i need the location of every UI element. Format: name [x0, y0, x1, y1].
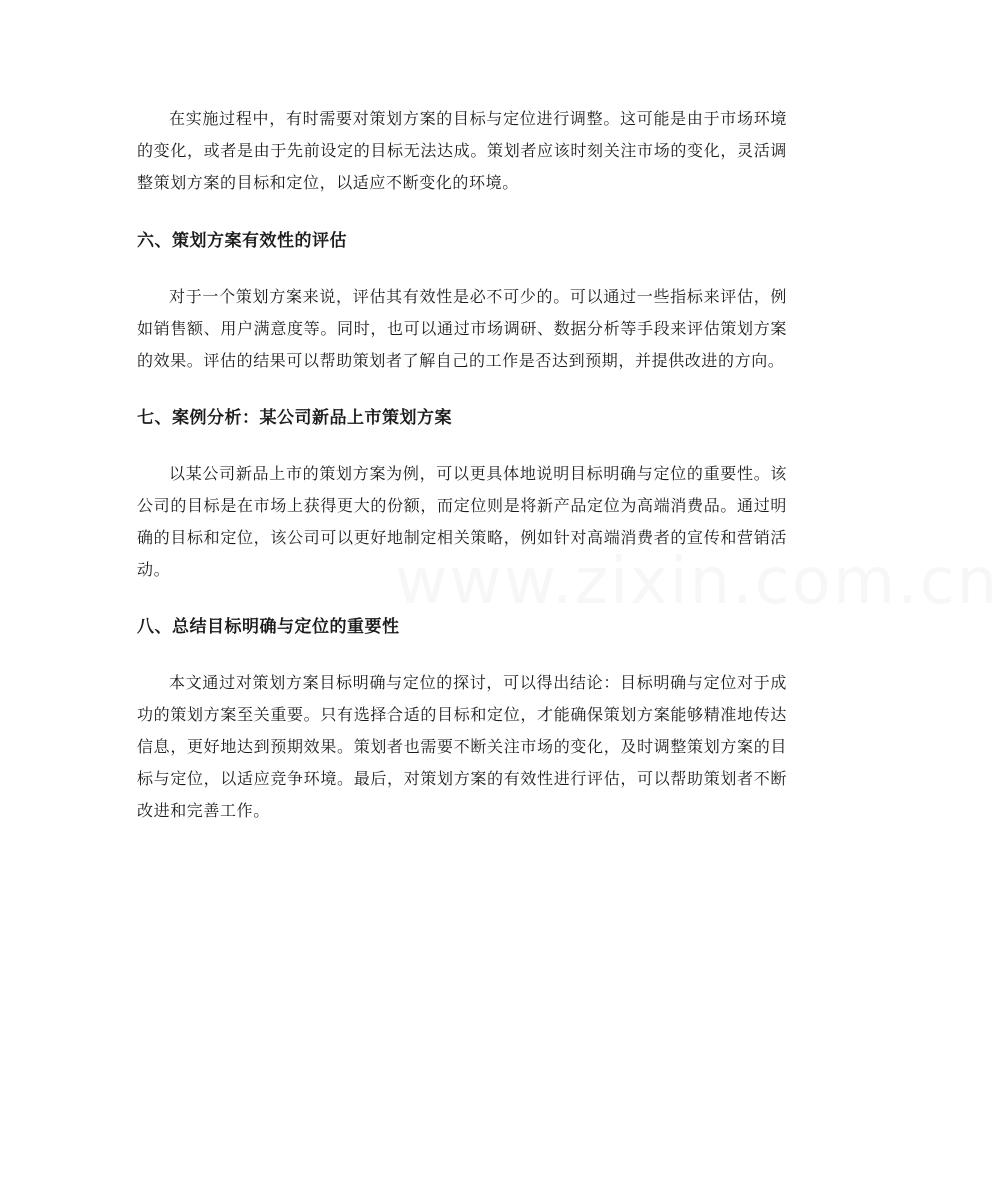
paragraph-summary: 本文通过对策划方案目标明确与定位的探讨，可以得出结论：目标明确与定位对于成功的策划方案至关重要。只有选择合适的目标和定位，才能确保策划方案能够精准地传达信息，更好地达到预期效果。策划者也需要不断关注市场的变化，及时调整策划方案的目标与定位，以适应竞争环境。最后，对策划方案的有效性进行评估，可以帮助策划者不断改进和完善工作。 — [137, 673, 787, 820]
section-heading-7: 七、案例分析：某公司新品上市策划方案 — [137, 408, 452, 428]
paragraph-evaluation: 对于一个策划方案来说，评估其有效性是必不可少的。可以通过一些指标来评估，例如销售额、用户满意度等。同时，也可以通过市场调研、数据分析等手段来评估策划方案的效果。评估的结果可以帮助策划者了解自己的工作是否达到预期，并提供改进的方向。 — [137, 287, 787, 370]
paragraph-case-study: 以某公司新品上市的策划方案为例，可以更具体地说明目标明确与定位的重要性。该公司的目标是在市场上获得更大的份额，而定位则是将新产品定位为高端消费品。通过明确的目标和定位，该公司可以更好地制定相关策略，例如针对高端消费者的宣传和营销活动。 — [137, 464, 787, 579]
section-heading-8: 八、总结目标明确与定位的重要性 — [137, 617, 400, 637]
watermark: www.zixin.com.cn — [395, 545, 999, 619]
document-body — [137, 103, 787, 827]
section-heading-6: 六、策划方案有效性的评估 — [137, 231, 347, 251]
paragraph-adjustment: 在实施过程中，有时需要对策划方案的目标与定位进行调整。这可能是由于市场环境的变化，或者是由于先前设定的目标无法达成。策划者应该时刻关注市场的变化，灵活调整策划方案的目标和定位，以适应不断变化的环境。 — [137, 109, 787, 192]
